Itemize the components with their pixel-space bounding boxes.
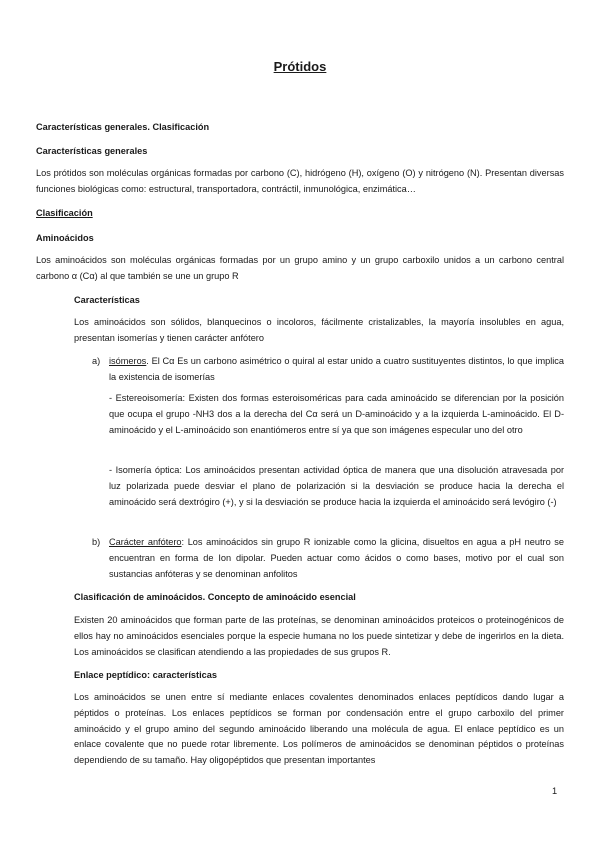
paragraph-isomeria-optica: - Isomería óptica: Los aminoácidos presentan actividad óptica de manera que una disolución atravesada por luz polarizada puede desviar el plano de polarización si la desviación se produce hacia la derecha el aminoácido será dextrógiro (+), y si la desviación se produce hacia la izquierda el aminoácido será levógiro (-) xyxy=(109,465,564,507)
heading-caracteristicas: Características xyxy=(74,295,140,305)
heading-clasificacion: Clasificación xyxy=(36,208,93,218)
heading-caracteristicas-generales: Características generales xyxy=(36,146,148,156)
paragraph-clasificacion-aminoacidos: Existen 20 aminoácidos que forman parte de las proteínas, se denominan aminoácidos proteicos o proteinogénicos de ellos hay no aminoácidos esenciales porque la especie humana no los puede sintetizar y debe de ingerirlos en la dieta. Los aminoácidos se clasifican atendiendo a las propiedades de sus grupos R. xyxy=(74,615,564,657)
heading-enlace-peptidico: Enlace peptídico: características xyxy=(74,670,217,680)
paragraph-aminoacidos: Los aminoácidos son moléculas orgánicas formadas por un grupo amino y un grupo carboxilo unidos a un carbono central carbono α (Cα) al que también se une un grupo R xyxy=(36,255,564,281)
list-item-b xyxy=(109,535,564,582)
page-number: 1 xyxy=(552,786,558,796)
list-item-b-text: : Los aminoácidos sin grupo R ionizable como la glicina, disueltos en agua a pH neutro se encuentran en forma de Ion dipolar. Pueden actuar como ácidos o como bases, motivo por el cual son sustancias anfóteras y se denominan anfolitos xyxy=(109,537,564,579)
paragraph-enlace-peptidico: Los aminoácidos se unen entre sí mediante enlaces covalentes denominados enlaces peptídicos dando lugar a péptidos o proteínas. Los enlaces peptídicos se forman por condensación entre el grupo carboxilo del primer aminoácido y el grupo amino del segundo aminoácido liberando una molécula de agua. El enlace peptídico es un enlace covalente que no puede rotar libremente. Los polímeros de aminoácidos se denominan péptidos o proteínas dependiendo de su tamaño. Hay oligopéptidos que presentan importantes xyxy=(74,692,564,766)
term-isomeros: isómeros xyxy=(109,356,147,366)
heading-aminoacidos: Aminoácidos xyxy=(36,233,94,243)
heading-caracteristicas-clasificacion: Características generales. Clasificación xyxy=(36,122,210,132)
list-item-a-text: . El Cα Es un carbono asimétrico o quiral al estar unido a cuatro sustituyentes distintos, lo que implica la existencia de isomerías xyxy=(109,356,564,382)
page-title: Prótidos xyxy=(273,59,327,74)
paragraph-protidos: Los prótidos son moléculas orgánicas formadas por carbono (C), hidrógeno (H), oxígeno (O) y nitrógeno (N). Presentan diversas funciones biológicas como: estructural, transportadora, contráctil, inmunológica, enzimática… xyxy=(36,168,564,194)
list-item-a xyxy=(109,354,564,386)
paragraph-caracteristicas: Los aminoácidos son sólidos, blanquecinos o incoloros, fácilmente cristalizables, la mayoría insolubles en agua, presentan isomerías y tienen carácter anfótero xyxy=(74,317,564,343)
heading-clasificacion-aminoacidos: Clasificación de aminoácidos. Concepto de aminoácido esencial xyxy=(74,592,356,602)
list-marker-a: a) xyxy=(92,356,101,366)
paragraph-estereoisomeria: - Estereoisomería: Existen dos formas esteroisoméricas para cada aminoácido se diferencian por la posición que ocupa el grupo -NH3 dos a la derecha del Cα será un D-aminoácido y a la izquierda L-aminoácido. El D-aminoácido y el L-aminoácido son enantiómeros entre sí ya que son imágenes especular uno del otro xyxy=(109,393,564,435)
list-marker-b: b) xyxy=(92,537,101,547)
term-caracter-anfotero: Carácter anfótero xyxy=(109,537,182,547)
